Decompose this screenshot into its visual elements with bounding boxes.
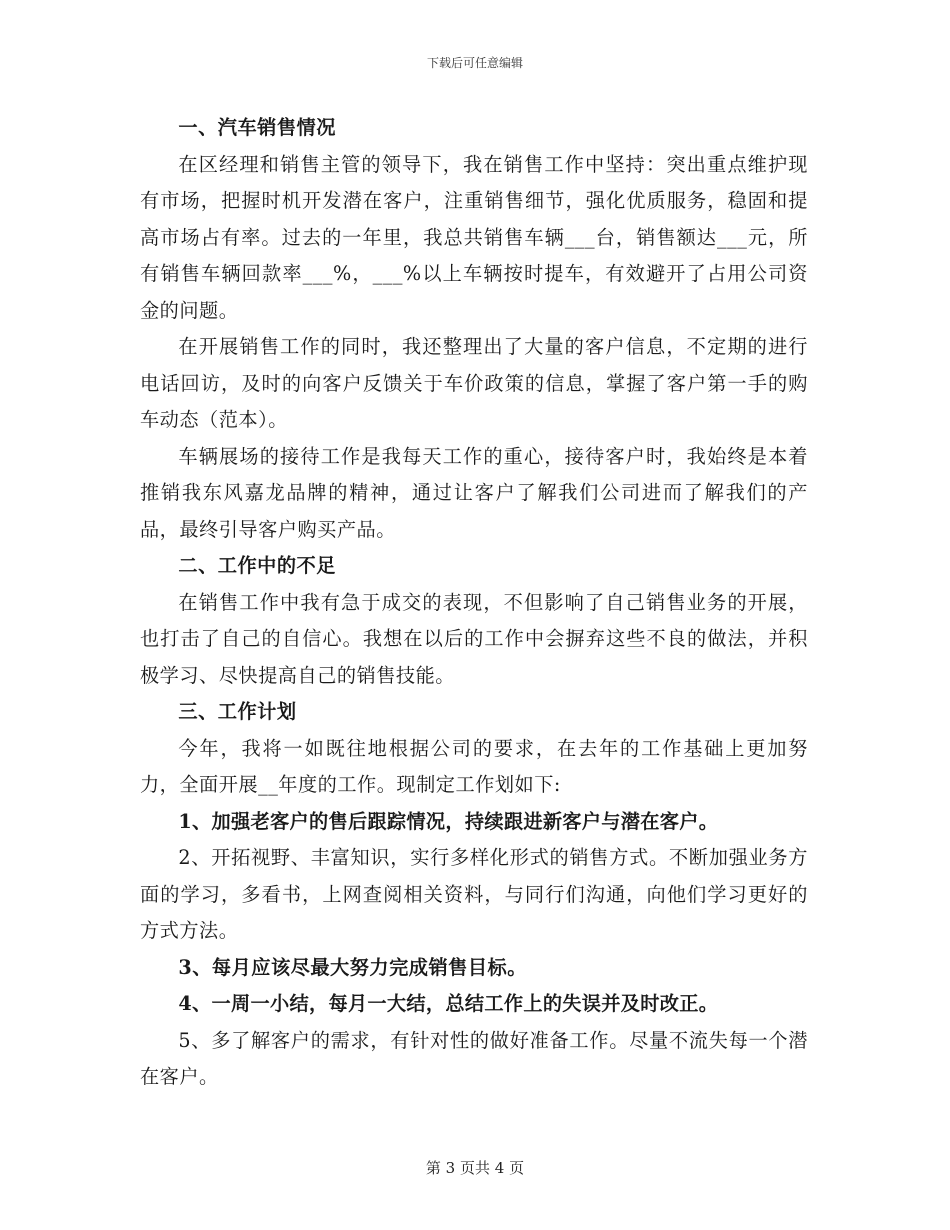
page-footer: 第 3 页共 4 页 <box>425 1159 525 1177</box>
section-heading-sales: 一、汽车销售情况 <box>178 116 336 139</box>
document-body <box>140 110 808 1096</box>
paragraph-showroom: 车辆展场的接待工作是我每天工作的重心，接待客户时，我始终是本着推销我东风嘉龙品牌的精神，通过让客户了解我们公司进而了解我们的产品，最终引导客户购买产品。 <box>140 444 808 541</box>
page-header: 下载后可任意编辑 <box>426 56 523 70</box>
plan-item-4: 4、一周一小结，每月一大结，总结工作上的失误并及时改正。 <box>178 992 719 1015</box>
plan-item-2: 2、开拓视野、丰富知识，实行多样化形式的销售方式。不断加强业务方面的学习，多看书，上网查阅相关资料，与同行们沟通，向他们学习更好的方式方法。 <box>140 846 808 942</box>
plan-item-1: 1、加强老客户的售后跟踪情况，持续跟进新客户与潜在客户。 <box>178 809 719 833</box>
plan-item-5: 5、多了解客户的需求，有针对性的做好准备工作。尽量不流失每一个潜在客户。 <box>140 1028 808 1088</box>
paragraph-shortcomings: 在销售工作中我有急于成交的表现，不但影响了自己销售业务的开展，也打击了自己的自信心。我想在以后的工作中会摒弃这些不良的做法，并积极学习、尽快提高自己的销售技能。 <box>140 590 808 687</box>
plan-item-3: 3、每月应该尽最大努力完成销售目标。 <box>178 955 527 979</box>
paragraph-sales-summary: 在区经理和销售主管的领导下，我在销售工作中坚持：突出重点维护现有市场，把握时机开发潜在客户，注重销售细节，强化优质服务，稳固和提高市场占有率。过去的一年里，我总共销售车辆___台，销售额达___元，所有销售车辆回款率___%，___%以上车辆按时提车，有效避开了占用公司资金的问题。 <box>140 152 808 322</box>
section-heading-shortcomings: 二、工作中的不足 <box>178 554 336 577</box>
paragraph-plan-intro: 今年，我将一如既往地根据公司的要求，在去年的工作基础上更加努力，全面开展__年度的工作。现制定工作划如下: <box>140 736 808 796</box>
section-heading-plan: 三、工作计划 <box>178 700 297 723</box>
paragraph-customer-info: 在开展销售工作的同时，我还整理出了大量的客户信息，不定期的进行电话回访，及时的向客户反馈关于车价政策的信息，掌握了客户第一手的购车动态（范本）。 <box>140 335 808 431</box>
